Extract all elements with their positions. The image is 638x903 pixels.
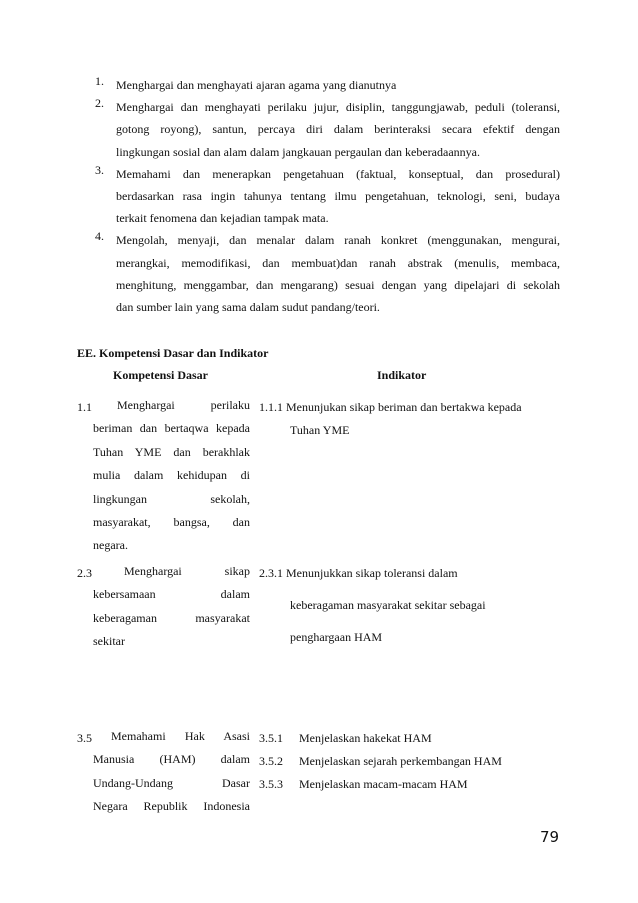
- competency-list: [95, 74, 560, 318]
- indicator-number: 3.5.3: [259, 777, 283, 791]
- indicator-line: 2.3.1 Menunjukkan sikap toleransi dalam: [259, 566, 458, 580]
- column-header-kd: Kompetensi Dasar: [113, 368, 208, 382]
- kd-description: [93, 394, 250, 558]
- kd-line: Manusia (HAM) dalam: [93, 752, 250, 767]
- list-line: Menghargai dan menghayati ajaran agama yang dianutnya: [116, 78, 397, 92]
- indicator-number: 3.5.1: [259, 731, 283, 745]
- list-item: [95, 229, 560, 318]
- kd-line: masyarakat, bangsa, dan: [93, 514, 250, 529]
- kd-line: Menghargai perilaku: [117, 398, 250, 412]
- list-number: 1.: [95, 74, 104, 88]
- kd-line: kebersamaan dalam: [93, 587, 250, 602]
- indicator-line: 1.1.1 Menunjukan sikap beriman dan bertakwa kepada: [259, 400, 522, 414]
- list-line: dan sumber lain yang sama dalam sudut pandang/teori.: [116, 299, 380, 314]
- kd-description: [93, 560, 250, 654]
- column-header-indikator: Indikator: [377, 368, 427, 382]
- kd-number: 1.1: [77, 400, 92, 414]
- list-number: 3.: [95, 162, 104, 177]
- indicator-line: Menjelaskan macam-macam HAM: [299, 777, 468, 791]
- list-line: Mengolah, menyaji, dan menalar dalam ranah konkret (menggunakan, mengurai,: [116, 233, 560, 248]
- list-line: gotong royong), santun, percaya diri dalam berinteraksi secara efektif dengan: [116, 122, 560, 137]
- list-line: lingkungan sosial dan alam dalam jangkauan pergaulan dan keberadaannya.: [116, 144, 480, 159]
- list-number: 2.: [95, 96, 104, 111]
- list-line: terkait fenomena dan kejadian tampak mata.: [116, 211, 329, 226]
- section-title: EE. Kompetensi Dasar dan Indikator: [77, 346, 269, 360]
- kd-line: Undang-Undang Dasar: [93, 775, 250, 790]
- list-number: 4.: [95, 229, 104, 244]
- kd-line: Tuhan YME dan berakhlak: [93, 444, 250, 459]
- indicator-line: Menjelaskan hakekat HAM: [299, 731, 432, 745]
- kd-number: 2.3: [77, 566, 92, 580]
- list-line: berdasarkan rasa ingin tahunya tentang ilmu pengetahuan, teknologi, seni, budaya: [116, 188, 560, 203]
- indicator-number: 3.5.2: [259, 754, 283, 768]
- list-line: menghitung, menggambar, dan mengarang) sesuai dengan yang dipelajari di sekolah: [116, 277, 560, 292]
- list-line: Memahami dan menerapkan pengetahuan (faktual, konseptual, dan prosedural): [116, 166, 560, 181]
- indicator-line: Menjelaskan sejarah perkembangan HAM: [299, 754, 502, 768]
- kd-line: lingkungan sekolah,: [93, 491, 250, 506]
- kd-description: [93, 725, 250, 819]
- kd-line: Negara Republik Indonesia: [93, 799, 250, 814]
- kd-line: sekitar: [93, 634, 125, 649]
- indicator-line: Tuhan YME: [290, 423, 350, 437]
- kd-line: mulia dalam kehidupan di: [93, 468, 250, 483]
- kd-line: Menghargai sikap: [124, 564, 250, 578]
- list-item: [95, 96, 560, 163]
- kd-line: negara.: [93, 538, 128, 553]
- indicator-line: keberagaman masyarakat sekitar sebagai: [290, 598, 486, 612]
- kd-line: keberagaman masyarakat: [93, 610, 250, 625]
- page-number: 79: [540, 828, 560, 846]
- list-line: merangkai, memodifikasi, dan membuat)dan ranah abstrak (menulis, membaca,: [116, 255, 560, 270]
- kd-number: 3.5: [77, 731, 92, 745]
- kd-line: beriman dan bertaqwa kepada: [93, 421, 250, 436]
- list-item: [95, 74, 560, 96]
- indicator-line: penghargaan HAM: [290, 630, 383, 644]
- kd-line: Memahami Hak Asasi: [111, 729, 250, 743]
- list-item: [95, 163, 560, 230]
- list-line: Menghargai dan menghayati perilaku jujur, disiplin, tanggungjawab, peduli (toleransi,: [116, 100, 560, 115]
